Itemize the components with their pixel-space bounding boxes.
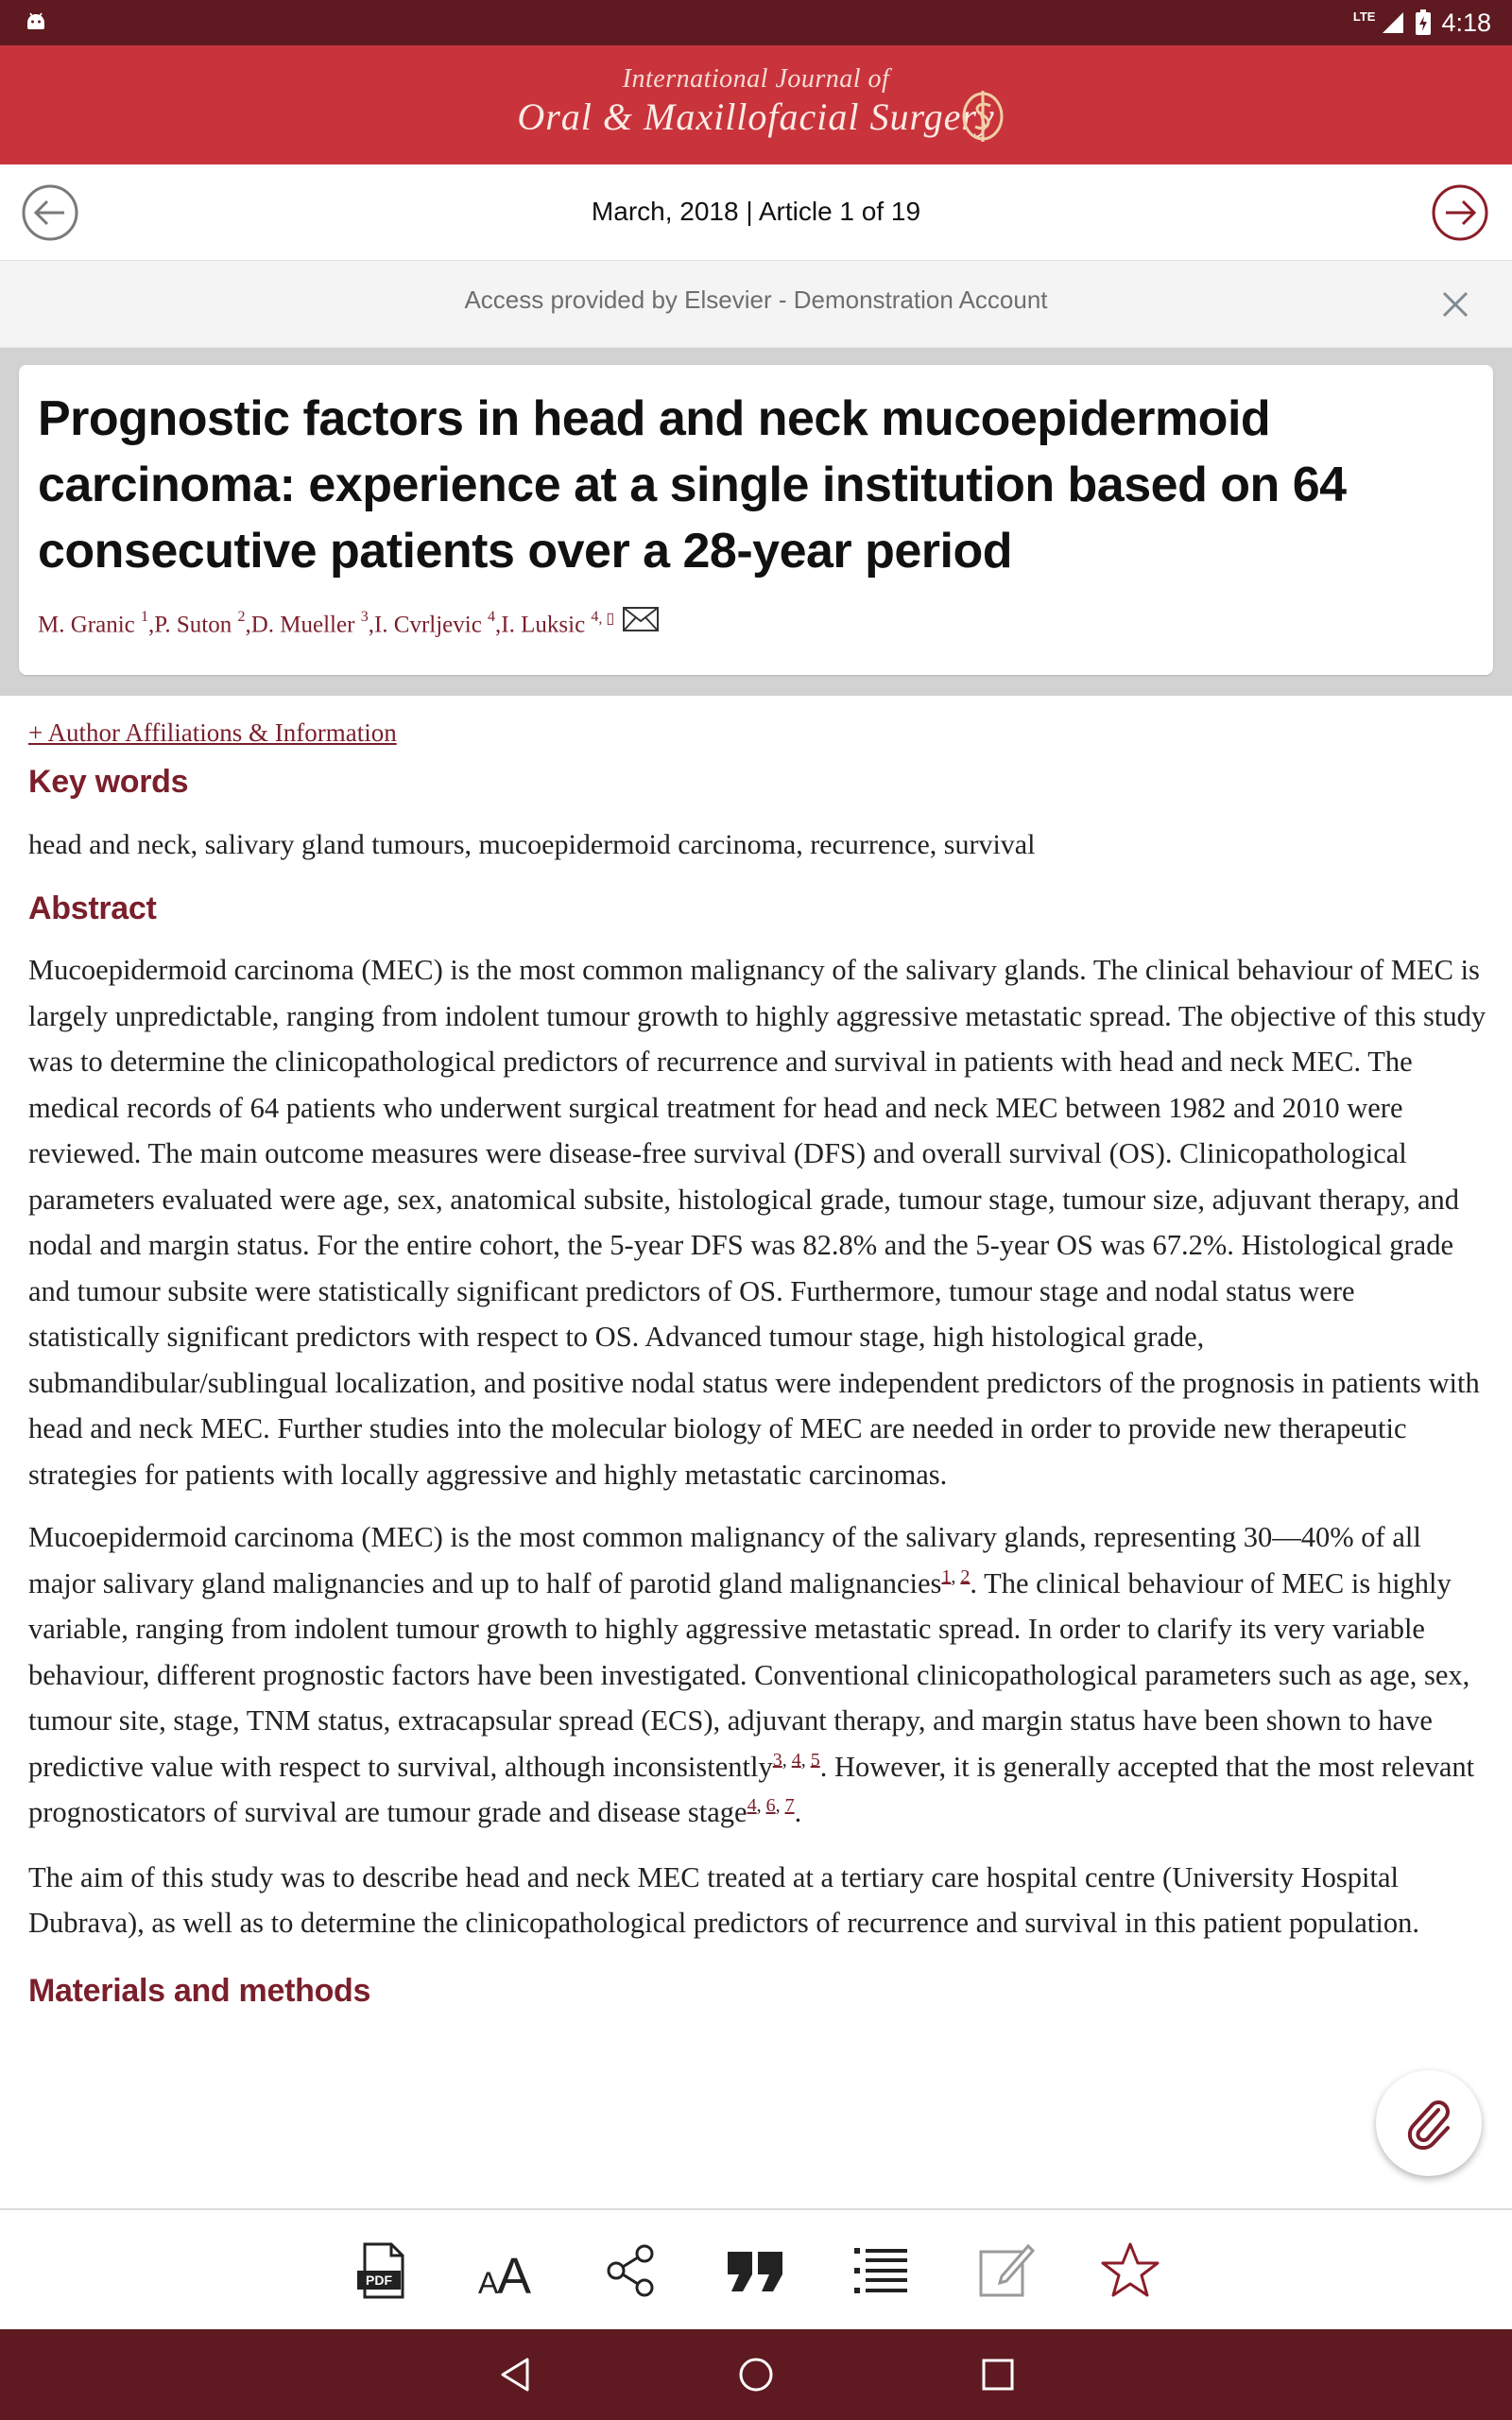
- article-toolbar: [0, 2208, 1512, 2329]
- font-size-icon: [474, 2238, 539, 2303]
- reference-link[interactable]: 4: [791, 1749, 801, 1771]
- table-of-contents-button[interactable]: [849, 2238, 913, 2303]
- intro-paragraph: Mucoepidermoid carcinoma (MEC) is the most common malignancy of the salivary glands, representing 30—40% of all major salivary gland malignancies and up to half of parotid gland malignancies$^{1, 2}$. The clinical behaviour of MEC is highly variable, ranging from indolent tumour growth to highly aggressive metastatic spread. In order to clarify its very variable behaviour, different prognostic factors have been investigated. Conventional clinicopathological parameters such as age, sex, tumour site, stage, TNM status, extracapsular spread (ECS), adjuvant therapy, and margin status have been shown to have predictive value with respect to survival, although inconsistently$^{3, 4, 5}$. However, it is generally accepted that the most relevant prognosticators of survival are tumour grade and disease stage$^{4, 6, 7}$.: [28, 1521, 1475, 1828]
- author[interactable]: I. Cvrljevic $^4$,: [373, 609, 502, 638]
- share-button[interactable]: [599, 2238, 663, 2303]
- table-of-contents-icon: [849, 2238, 913, 2303]
- close-icon[interactable]: [1440, 289, 1470, 320]
- svg-text:A: A: [497, 2248, 532, 2303]
- article-counter: Article 1 of 19: [758, 197, 921, 226]
- network-type: LTE: [1352, 9, 1376, 24]
- note-button[interactable]: [973, 2238, 1038, 2303]
- keywords-heading: Key words: [28, 764, 189, 800]
- author-list: [38, 611, 660, 638]
- abstract-text: Mucoepidermoid carcinoma (MEC) is the most common malignancy of the salivary glands. The clinical behaviour of MEC is largely unpredictable, ranging from indolent tumour growth to highly aggressive metastatic spread. The objective of this study was to determine the clinicopathological predictors of recurrence and survival in patients with head and neck MEC. The medical records of 64 patients who underwent surgical treatment for head and neck MEC between 1982 and 2010 were reviewed. The main outcome measures were disease-free survival (DFS) and overall survival (OS). Clinicopathological parameters evaluated were age, sex, anatomical subsite, histological grade, tumour stage, tumour size, adjuvant therapy, and nodal and margin status. For the entire cohort, the 5-year DFS was 82.8% and the 5-year OS was 67.2%. Histological grade and tumour subsite were statistically significant predictors of OS. Furthermore, tumour stage and nodal status were statistically significant predictors with respect to OS. Advanced tumour stage, high histological grade, submandibular/sublingual localization, and positive nodal status were independent predictors of the prognosis in patients with head and neck MEC. Further studies into the molecular biology of MEC are needed in order to provide new therapeutic strategies for patients with locally aggressive and highly metastatic carcinomas.: [28, 954, 1486, 1491]
- system-navigation-bar: [0, 2329, 1512, 2420]
- reference-link[interactable]: 7: [784, 1794, 795, 1816]
- attachments-button[interactable]: [1376, 2070, 1482, 2176]
- access-text: Access provided by Elsevier - Demonstration Account: [464, 285, 1048, 314]
- author-affiliations-link[interactable]: + Author Affiliations & Information: [28, 718, 397, 747]
- reference-link[interactable]: 2: [960, 1565, 971, 1587]
- journal-title-line1: International Journal of: [622, 64, 890, 94]
- article-position: March, 2018 | Article 1 of 19: [591, 197, 921, 226]
- materials-methods-heading: Materials and methods: [28, 1972, 371, 2009]
- reference-link[interactable]: 3: [772, 1749, 782, 1771]
- email-icon[interactable]: [622, 605, 660, 633]
- clock: 4:18: [1441, 8, 1491, 37]
- note-icon: [973, 2238, 1038, 2303]
- journal-title-line2: Oral & Maxillofacial Surgery: [517, 95, 995, 138]
- journal-logo-icon: [958, 87, 1007, 146]
- back-icon[interactable]: [497, 2356, 535, 2394]
- access-banner: [0, 261, 1512, 348]
- status-bar: [0, 0, 1512, 45]
- signal-icon: [1381, 10, 1405, 35]
- author[interactable]: P. Suton $^2$,: [154, 609, 251, 638]
- author[interactable]: M. Granic $^1$,: [38, 609, 155, 638]
- issue-date: March, 2018: [591, 197, 739, 226]
- svg-text:A: A: [478, 2266, 499, 2300]
- article-body: [28, 718, 1488, 2203]
- pdf-button[interactable]: [350, 2238, 414, 2303]
- pdf-icon: [350, 2238, 414, 2303]
- battery-charging-icon: [1415, 9, 1432, 36]
- journal-header: [0, 45, 1512, 164]
- reference-link[interactable]: 6: [765, 1794, 776, 1816]
- cite-button[interactable]: [724, 2238, 788, 2303]
- favorite-button[interactable]: [1098, 2238, 1162, 2303]
- article-title: Prognostic factors in head and neck mucoepidermoid carcinoma: experience at a single institution based on 64 consecutive patients over a 28-year period: [38, 391, 1347, 579]
- paperclip-icon: [1402, 2097, 1455, 2150]
- reference-link[interactable]: 1: [941, 1565, 952, 1587]
- recents-icon[interactable]: [979, 2356, 1017, 2394]
- author[interactable]: I. Luksic $^4$: [501, 609, 599, 638]
- next-article-icon[interactable]: [1431, 183, 1489, 242]
- article-header-card: [19, 365, 1493, 675]
- author[interactable]: D. Mueller $^3$,: [250, 609, 374, 638]
- android-notification-icon: [25, 9, 47, 32]
- corresponding-marker: , ▯: [598, 611, 615, 627]
- abstract-heading: Abstract: [28, 890, 157, 926]
- keywords: head and neck, salivary gland tumours, mucoepidermoid carcinoma, recurrence, survival: [28, 829, 1036, 860]
- cite-quote-icon: [724, 2238, 788, 2303]
- star-icon: [1098, 2238, 1162, 2303]
- svg-text:PDF: PDF: [366, 2273, 392, 2288]
- intro-paragraph: The aim of this study was to describe head and neck MEC treated at a tertiary care hospital centre (University Hospital Dubrava), as well as to determine the clinicopathological predictors of recurrence and survival in this patient population.: [28, 1860, 1419, 1939]
- home-icon[interactable]: [737, 2356, 775, 2394]
- reference-link[interactable]: 5: [810, 1749, 820, 1771]
- article-navigation-bar: [0, 164, 1512, 261]
- font-size-button[interactable]: [474, 2238, 539, 2303]
- share-icon: [599, 2238, 663, 2303]
- reference-link[interactable]: 4: [747, 1794, 757, 1816]
